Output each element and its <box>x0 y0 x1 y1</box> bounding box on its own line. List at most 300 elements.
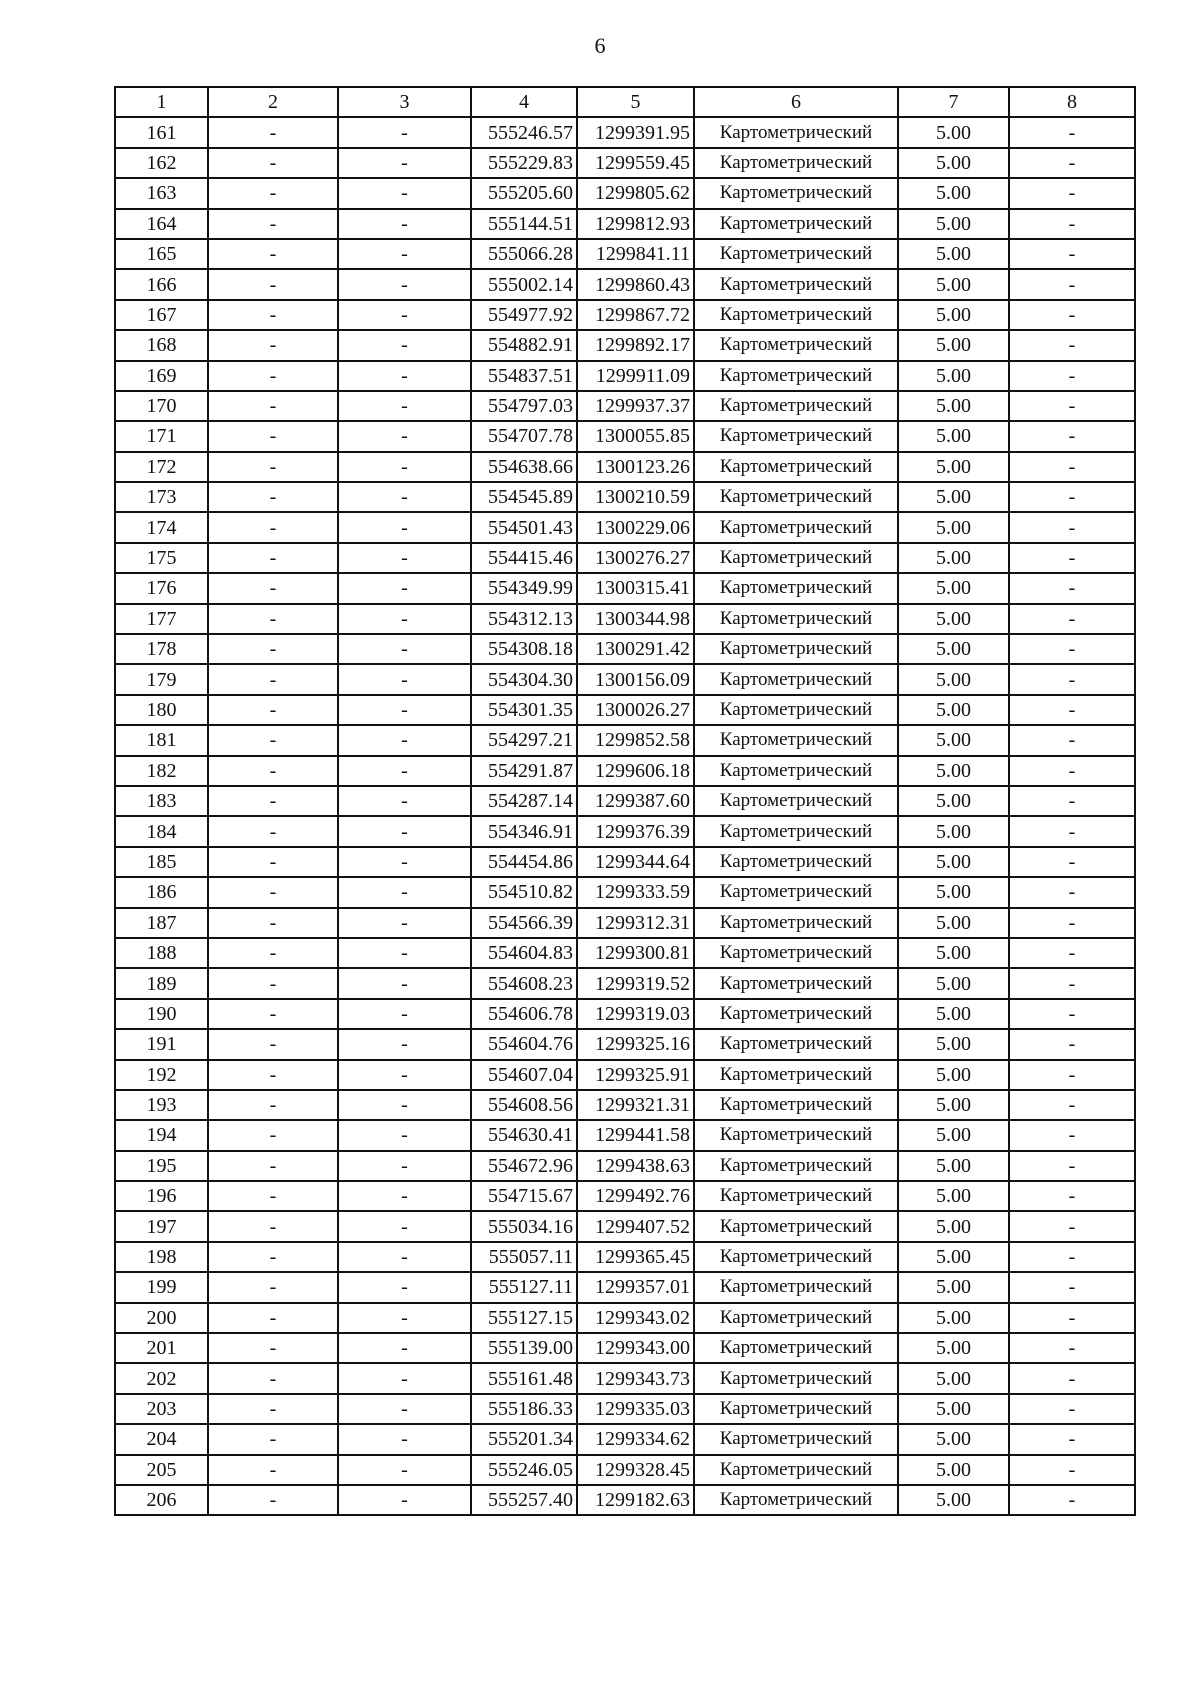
col3-cell: - <box>338 1333 471 1363</box>
point-number-cell: 206 <box>115 1485 208 1515</box>
method-cell: Картометрический <box>694 1090 898 1120</box>
method-cell: Картометрический <box>694 999 898 1029</box>
x-coordinate-cell: 555144.51 <box>471 209 577 239</box>
point-number-cell: 203 <box>115 1394 208 1424</box>
col2-cell: - <box>208 452 338 482</box>
col8-cell: - <box>1009 543 1135 573</box>
point-number-cell: 193 <box>115 1090 208 1120</box>
col8-cell: - <box>1009 1272 1135 1302</box>
col2-cell: - <box>208 1242 338 1272</box>
method-cell: Картометрический <box>694 664 898 694</box>
method-cell: Картометрический <box>694 604 898 634</box>
x-coordinate-cell: 554837.51 <box>471 361 577 391</box>
point-number-cell: 201 <box>115 1333 208 1363</box>
point-number-cell: 202 <box>115 1363 208 1393</box>
table-row <box>115 269 1135 299</box>
point-number-cell: 194 <box>115 1120 208 1150</box>
x-coordinate-cell: 555161.48 <box>471 1363 577 1393</box>
point-number-cell: 166 <box>115 269 208 299</box>
col8-cell: - <box>1009 908 1135 938</box>
point-number-cell: 189 <box>115 968 208 998</box>
method-cell: Картометрический <box>694 1394 898 1424</box>
col8-cell: - <box>1009 999 1135 1029</box>
y-coordinate-cell: 1299812.93 <box>577 209 694 239</box>
y-coordinate-cell: 1299321.31 <box>577 1090 694 1120</box>
col8-cell: - <box>1009 756 1135 786</box>
point-number-cell: 191 <box>115 1029 208 1059</box>
x-coordinate-cell: 555246.57 <box>471 117 577 147</box>
y-coordinate-cell: 1300291.42 <box>577 634 694 664</box>
table-row <box>115 482 1135 512</box>
col2-cell: - <box>208 269 338 299</box>
y-coordinate-cell: 1299441.58 <box>577 1120 694 1150</box>
y-coordinate-cell: 1299334.62 <box>577 1424 694 1454</box>
accuracy-cell: 5.00 <box>898 1303 1009 1333</box>
col3-cell: - <box>338 756 471 786</box>
col8-cell: - <box>1009 1485 1135 1515</box>
point-number-cell: 173 <box>115 482 208 512</box>
y-coordinate-cell: 1299805.62 <box>577 178 694 208</box>
accuracy-cell: 5.00 <box>898 604 1009 634</box>
col2-cell: - <box>208 178 338 208</box>
y-coordinate-cell: 1299343.00 <box>577 1333 694 1363</box>
table-row <box>115 664 1135 694</box>
col3-cell: - <box>338 148 471 178</box>
method-cell: Картометрический <box>694 1424 898 1454</box>
x-coordinate-cell: 554297.21 <box>471 725 577 755</box>
point-number-cell: 182 <box>115 756 208 786</box>
x-coordinate-cell: 554707.78 <box>471 421 577 451</box>
accuracy-cell: 5.00 <box>898 512 1009 542</box>
point-number-cell: 195 <box>115 1151 208 1181</box>
method-cell: Картометрический <box>694 1211 898 1241</box>
accuracy-cell: 5.00 <box>898 482 1009 512</box>
y-coordinate-cell: 1299325.16 <box>577 1029 694 1059</box>
x-coordinate-cell: 554501.43 <box>471 512 577 542</box>
col3-cell: - <box>338 999 471 1029</box>
x-coordinate-cell: 555246.05 <box>471 1455 577 1485</box>
accuracy-cell: 5.00 <box>898 391 1009 421</box>
y-coordinate-cell: 1299343.02 <box>577 1303 694 1333</box>
point-number-cell: 164 <box>115 209 208 239</box>
col3-cell: - <box>338 269 471 299</box>
method-cell: Картометрический <box>694 330 898 360</box>
method-cell: Картометрический <box>694 573 898 603</box>
col8-cell: - <box>1009 421 1135 451</box>
x-coordinate-cell: 554608.23 <box>471 968 577 998</box>
table-row <box>115 330 1135 360</box>
col3-cell: - <box>338 391 471 421</box>
y-coordinate-cell: 1300026.27 <box>577 695 694 725</box>
point-number-cell: 192 <box>115 1060 208 1090</box>
col3-cell: - <box>338 604 471 634</box>
x-coordinate-cell: 554604.76 <box>471 1029 577 1059</box>
accuracy-cell: 5.00 <box>898 421 1009 451</box>
point-number-cell: 162 <box>115 148 208 178</box>
point-number-cell: 165 <box>115 239 208 269</box>
x-coordinate-cell: 555139.00 <box>471 1333 577 1363</box>
col2-cell: - <box>208 1485 338 1515</box>
col2-cell: - <box>208 1394 338 1424</box>
x-coordinate-cell: 554715.67 <box>471 1181 577 1211</box>
col8-cell: - <box>1009 664 1135 694</box>
col2-cell: - <box>208 512 338 542</box>
method-cell: Картометрический <box>694 634 898 664</box>
method-cell: Картометрический <box>694 695 898 725</box>
y-coordinate-cell: 1300210.59 <box>577 482 694 512</box>
header-cell-5: 5 <box>577 87 694 117</box>
col3-cell: - <box>338 1181 471 1211</box>
point-number-cell: 176 <box>115 573 208 603</box>
method-cell: Картометрический <box>694 361 898 391</box>
point-number-cell: 170 <box>115 391 208 421</box>
x-coordinate-cell: 555034.16 <box>471 1211 577 1241</box>
table-row <box>115 543 1135 573</box>
col8-cell: - <box>1009 209 1135 239</box>
y-coordinate-cell: 1300276.27 <box>577 543 694 573</box>
page-number: 6 <box>594 33 606 58</box>
point-number-cell: 199 <box>115 1272 208 1302</box>
col8-cell: - <box>1009 1394 1135 1424</box>
col3-cell: - <box>338 877 471 907</box>
col3-cell: - <box>338 573 471 603</box>
col3-cell: - <box>338 178 471 208</box>
y-coordinate-cell: 1299328.45 <box>577 1455 694 1485</box>
table-row <box>115 148 1135 178</box>
col8-cell: - <box>1009 117 1135 147</box>
table-row <box>115 1029 1135 1059</box>
x-coordinate-cell: 555201.34 <box>471 1424 577 1454</box>
accuracy-cell: 5.00 <box>898 1029 1009 1059</box>
col2-cell: - <box>208 756 338 786</box>
y-coordinate-cell: 1299911.09 <box>577 361 694 391</box>
table-row <box>115 1363 1135 1393</box>
col3-cell: - <box>338 117 471 147</box>
col2-cell: - <box>208 634 338 664</box>
point-number-cell: 168 <box>115 330 208 360</box>
col8-cell: - <box>1009 1090 1135 1120</box>
x-coordinate-cell: 554606.78 <box>471 999 577 1029</box>
col3-cell: - <box>338 634 471 664</box>
method-cell: Картометрический <box>694 452 898 482</box>
accuracy-cell: 5.00 <box>898 361 1009 391</box>
col8-cell: - <box>1009 634 1135 664</box>
accuracy-cell: 5.00 <box>898 1394 1009 1424</box>
col3-cell: - <box>338 1394 471 1424</box>
y-coordinate-cell: 1300315.41 <box>577 573 694 603</box>
x-coordinate-cell: 554882.91 <box>471 330 577 360</box>
col2-cell: - <box>208 786 338 816</box>
y-coordinate-cell: 1299867.72 <box>577 300 694 330</box>
point-number-cell: 187 <box>115 908 208 938</box>
method-cell: Картометрический <box>694 1363 898 1393</box>
accuracy-cell: 5.00 <box>898 1485 1009 1515</box>
method-cell: Картометрический <box>694 756 898 786</box>
table-row <box>115 695 1135 725</box>
col8-cell: - <box>1009 938 1135 968</box>
accuracy-cell: 5.00 <box>898 908 1009 938</box>
col8-cell: - <box>1009 482 1135 512</box>
y-coordinate-cell: 1299357.01 <box>577 1272 694 1302</box>
method-cell: Картометрический <box>694 968 898 998</box>
table-row <box>115 1090 1135 1120</box>
col2-cell: - <box>208 117 338 147</box>
accuracy-cell: 5.00 <box>898 847 1009 877</box>
y-coordinate-cell: 1299559.45 <box>577 148 694 178</box>
accuracy-cell: 5.00 <box>898 239 1009 269</box>
col8-cell: - <box>1009 361 1135 391</box>
header-cell-1: 1 <box>115 87 208 117</box>
method-cell: Картометрический <box>694 877 898 907</box>
accuracy-cell: 5.00 <box>898 1060 1009 1090</box>
y-coordinate-cell: 1300123.26 <box>577 452 694 482</box>
col3-cell: - <box>338 330 471 360</box>
col2-cell: - <box>208 239 338 269</box>
col3-cell: - <box>338 786 471 816</box>
table-row <box>115 391 1135 421</box>
col8-cell: - <box>1009 1363 1135 1393</box>
col8-cell: - <box>1009 178 1135 208</box>
point-number-cell: 205 <box>115 1455 208 1485</box>
accuracy-cell: 5.00 <box>898 209 1009 239</box>
method-cell: Картометрический <box>694 148 898 178</box>
point-number-cell: 196 <box>115 1181 208 1211</box>
method-cell: Картометрический <box>694 847 898 877</box>
y-coordinate-cell: 1299937.37 <box>577 391 694 421</box>
col3-cell: - <box>338 816 471 846</box>
col8-cell: - <box>1009 877 1135 907</box>
col2-cell: - <box>208 1424 338 1454</box>
method-cell: Картометрический <box>694 1151 898 1181</box>
table-row <box>115 209 1135 239</box>
col2-cell: - <box>208 391 338 421</box>
table-row <box>115 1485 1135 1515</box>
col3-cell: - <box>338 1151 471 1181</box>
x-coordinate-cell: 555205.60 <box>471 178 577 208</box>
col8-cell: - <box>1009 452 1135 482</box>
col2-cell: - <box>208 604 338 634</box>
y-coordinate-cell: 1299325.91 <box>577 1060 694 1090</box>
table-row <box>115 573 1135 603</box>
accuracy-cell: 5.00 <box>898 117 1009 147</box>
x-coordinate-cell: 554454.86 <box>471 847 577 877</box>
point-number-cell: 190 <box>115 999 208 1029</box>
table-row <box>115 421 1135 451</box>
table-row <box>115 1060 1135 1090</box>
point-number-cell: 167 <box>115 300 208 330</box>
x-coordinate-cell: 554977.92 <box>471 300 577 330</box>
x-coordinate-cell: 554312.13 <box>471 604 577 634</box>
method-cell: Картометрический <box>694 1272 898 1302</box>
point-number-cell: 163 <box>115 178 208 208</box>
y-coordinate-cell: 1299365.45 <box>577 1242 694 1272</box>
point-number-cell: 197 <box>115 1211 208 1241</box>
header-cell-3: 3 <box>338 87 471 117</box>
col2-cell: - <box>208 725 338 755</box>
x-coordinate-cell: 554638.66 <box>471 452 577 482</box>
table-row <box>115 1424 1135 1454</box>
col3-cell: - <box>338 695 471 725</box>
point-number-cell: 198 <box>115 1242 208 1272</box>
table-row <box>115 756 1135 786</box>
x-coordinate-cell: 555066.28 <box>471 239 577 269</box>
col2-cell: - <box>208 1120 338 1150</box>
method-cell: Картометрический <box>694 117 898 147</box>
col2-cell: - <box>208 148 338 178</box>
col2-cell: - <box>208 330 338 360</box>
col3-cell: - <box>338 482 471 512</box>
col2-cell: - <box>208 1211 338 1241</box>
col2-cell: - <box>208 361 338 391</box>
col2-cell: - <box>208 1455 338 1485</box>
point-number-cell: 185 <box>115 847 208 877</box>
accuracy-cell: 5.00 <box>898 968 1009 998</box>
table-row <box>115 938 1135 968</box>
accuracy-cell: 5.00 <box>898 573 1009 603</box>
method-cell: Картометрический <box>694 938 898 968</box>
accuracy-cell: 5.00 <box>898 1120 1009 1150</box>
col8-cell: - <box>1009 1181 1135 1211</box>
x-coordinate-cell: 555127.11 <box>471 1272 577 1302</box>
x-coordinate-cell: 554797.03 <box>471 391 577 421</box>
col2-cell: - <box>208 908 338 938</box>
table-row <box>115 178 1135 208</box>
col2-cell: - <box>208 968 338 998</box>
point-number-cell: 178 <box>115 634 208 664</box>
point-number-cell: 175 <box>115 543 208 573</box>
x-coordinate-cell: 555057.11 <box>471 1242 577 1272</box>
col8-cell: - <box>1009 391 1135 421</box>
col3-cell: - <box>338 1272 471 1302</box>
col8-cell: - <box>1009 1211 1135 1241</box>
col8-cell: - <box>1009 725 1135 755</box>
col8-cell: - <box>1009 330 1135 360</box>
accuracy-cell: 5.00 <box>898 938 1009 968</box>
col8-cell: - <box>1009 968 1135 998</box>
x-coordinate-cell: 555229.83 <box>471 148 577 178</box>
method-cell: Картометрический <box>694 1333 898 1363</box>
col8-cell: - <box>1009 1060 1135 1090</box>
table-row <box>115 877 1135 907</box>
col3-cell: - <box>338 1029 471 1059</box>
method-cell: Картометрический <box>694 1060 898 1090</box>
y-coordinate-cell: 1300344.98 <box>577 604 694 634</box>
table-row <box>115 604 1135 634</box>
header-cell-8: 8 <box>1009 87 1135 117</box>
col2-cell: - <box>208 1363 338 1393</box>
col2-cell: - <box>208 1029 338 1059</box>
coordinates-table <box>114 86 1136 1516</box>
table-row <box>115 634 1135 664</box>
col3-cell: - <box>338 512 471 542</box>
table-row <box>115 1242 1135 1272</box>
table-row <box>115 847 1135 877</box>
y-coordinate-cell: 1299407.52 <box>577 1211 694 1241</box>
col3-cell: - <box>338 847 471 877</box>
accuracy-cell: 5.00 <box>898 1272 1009 1302</box>
table-row <box>115 908 1135 938</box>
table-row <box>115 999 1135 1029</box>
point-number-cell: 179 <box>115 664 208 694</box>
accuracy-cell: 5.00 <box>898 1090 1009 1120</box>
accuracy-cell: 5.00 <box>898 300 1009 330</box>
table-row <box>115 117 1135 147</box>
accuracy-cell: 5.00 <box>898 178 1009 208</box>
y-coordinate-cell: 1299438.63 <box>577 1151 694 1181</box>
col3-cell: - <box>338 1485 471 1515</box>
y-coordinate-cell: 1299892.17 <box>577 330 694 360</box>
table-row <box>115 512 1135 542</box>
point-number-cell: 177 <box>115 604 208 634</box>
col8-cell: - <box>1009 1333 1135 1363</box>
x-coordinate-cell: 555186.33 <box>471 1394 577 1424</box>
y-coordinate-cell: 1300055.85 <box>577 421 694 451</box>
x-coordinate-cell: 554346.91 <box>471 816 577 846</box>
method-cell: Картометрический <box>694 300 898 330</box>
x-coordinate-cell: 554566.39 <box>471 908 577 938</box>
y-coordinate-cell: 1299492.76 <box>577 1181 694 1211</box>
col8-cell: - <box>1009 512 1135 542</box>
point-number-cell: 186 <box>115 877 208 907</box>
y-coordinate-cell: 1299300.81 <box>577 938 694 968</box>
y-coordinate-cell: 1299319.52 <box>577 968 694 998</box>
accuracy-cell: 5.00 <box>898 1363 1009 1393</box>
col8-cell: - <box>1009 816 1135 846</box>
table-row <box>115 1120 1135 1150</box>
point-number-cell: 183 <box>115 786 208 816</box>
y-coordinate-cell: 1299319.03 <box>577 999 694 1029</box>
table-row <box>115 1394 1135 1424</box>
method-cell: Картометрический <box>694 178 898 208</box>
table-row <box>115 968 1135 998</box>
table-row <box>115 1272 1135 1302</box>
col2-cell: - <box>208 1090 338 1120</box>
col8-cell: - <box>1009 786 1135 816</box>
y-coordinate-cell: 1299333.59 <box>577 877 694 907</box>
method-cell: Картометрический <box>694 1120 898 1150</box>
accuracy-cell: 5.00 <box>898 1242 1009 1272</box>
col2-cell: - <box>208 421 338 451</box>
col8-cell: - <box>1009 695 1135 725</box>
col8-cell: - <box>1009 239 1135 269</box>
col3-cell: - <box>338 543 471 573</box>
method-cell: Картометрический <box>694 725 898 755</box>
accuracy-cell: 5.00 <box>898 452 1009 482</box>
point-number-cell: 169 <box>115 361 208 391</box>
col2-cell: - <box>208 938 338 968</box>
col3-cell: - <box>338 908 471 938</box>
col2-cell: - <box>208 847 338 877</box>
table-row <box>115 452 1135 482</box>
method-cell: Картометрический <box>694 1455 898 1485</box>
table-row <box>115 1455 1135 1485</box>
table-row <box>115 725 1135 755</box>
table-body <box>115 117 1135 1515</box>
x-coordinate-cell: 554291.87 <box>471 756 577 786</box>
col3-cell: - <box>338 664 471 694</box>
point-number-cell: 200 <box>115 1303 208 1333</box>
header-row <box>115 87 1135 117</box>
accuracy-cell: 5.00 <box>898 1333 1009 1363</box>
col2-cell: - <box>208 1060 338 1090</box>
col3-cell: - <box>338 1303 471 1333</box>
point-number-cell: 171 <box>115 421 208 451</box>
col2-cell: - <box>208 664 338 694</box>
x-coordinate-cell: 555257.40 <box>471 1485 577 1515</box>
method-cell: Картометрический <box>694 1242 898 1272</box>
accuracy-cell: 5.00 <box>898 786 1009 816</box>
col2-cell: - <box>208 695 338 725</box>
